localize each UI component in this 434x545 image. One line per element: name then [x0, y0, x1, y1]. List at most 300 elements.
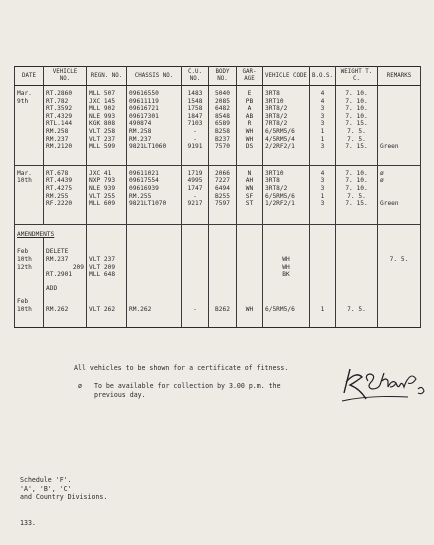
table-cell: RM.262	[44, 306, 87, 314]
table-cell: WH	[263, 256, 310, 264]
table-row	[15, 98, 421, 106]
table-cell: 4995	[182, 177, 209, 185]
table-cell: RT.3592	[44, 105, 87, 113]
table-cell: ø	[378, 170, 421, 178]
date-cell: 10th	[15, 306, 44, 314]
handwritten-signature	[338, 365, 428, 405]
collection-note-line2: previous day.	[94, 391, 146, 399]
table-cell	[237, 271, 263, 279]
table-cell: MLL 599	[87, 143, 127, 151]
table-cell	[336, 208, 378, 225]
table-cell: AH	[237, 177, 263, 185]
date-cell: 9th	[15, 98, 44, 106]
table-cell: A	[237, 105, 263, 113]
table-cell	[182, 208, 209, 225]
table-cell	[127, 298, 182, 306]
table-row	[15, 238, 421, 248]
table-cell: 1	[310, 128, 336, 136]
table-cell: VLT 258	[87, 128, 127, 136]
date-cell	[15, 128, 44, 136]
table-cell	[378, 264, 421, 272]
table-cell	[237, 264, 263, 272]
table-cell: 7. 10.	[336, 113, 378, 121]
division-letters: 'A', 'B', 'C'	[20, 484, 72, 493]
table-cell	[15, 208, 44, 225]
header-cu-no: C.U. NO.	[182, 67, 209, 86]
date-cell: Feb	[15, 298, 44, 306]
table-cell	[209, 313, 237, 328]
table-row	[15, 285, 421, 293]
table-cell: 3RT10	[263, 170, 310, 178]
table-cell: RT.4439	[44, 177, 87, 185]
table-cell: 1847	[182, 113, 209, 121]
table-cell: BK	[263, 271, 310, 279]
date-cell	[15, 200, 44, 208]
table-cell	[87, 298, 127, 306]
table-cell	[182, 264, 209, 272]
table-cell: 3	[310, 105, 336, 113]
table-row	[15, 193, 421, 201]
table-cell: 4	[310, 170, 336, 178]
table-cell	[44, 238, 87, 248]
table-cell	[237, 298, 263, 306]
table-cell	[15, 151, 44, 166]
table-cell: RT.2860	[44, 90, 87, 98]
table-cell	[378, 113, 421, 121]
date-cell	[15, 136, 44, 144]
vehicle-schedule-table	[14, 66, 421, 328]
table-cell: N	[237, 170, 263, 178]
table-cell: RTL.144	[44, 120, 87, 128]
table-cell: 1747	[182, 185, 209, 193]
table-cell	[237, 238, 263, 248]
table-cell: 4	[310, 98, 336, 106]
table-cell: 3RT8/2	[263, 185, 310, 193]
table-cell	[378, 208, 421, 225]
table-cell: ST	[237, 200, 263, 208]
table-cell: 3	[310, 113, 336, 121]
amendments-row	[15, 224, 421, 238]
table-cell	[237, 285, 263, 293]
table-cell: 1483	[182, 90, 209, 98]
table-cell: 4	[310, 90, 336, 98]
table-cell	[310, 151, 336, 166]
table-cell	[127, 285, 182, 293]
table-cell	[87, 285, 127, 293]
table-cell: 3RT10	[263, 98, 310, 106]
date-cell	[15, 113, 44, 121]
table-cell: 9821LT1060	[127, 143, 182, 151]
table-cell: 9191	[182, 143, 209, 151]
note-marker: ø	[78, 382, 82, 390]
table-cell	[336, 285, 378, 293]
table-cell	[209, 151, 237, 166]
table-cell: SF	[237, 193, 263, 201]
table-cell	[87, 248, 127, 256]
table-cell	[44, 313, 87, 328]
table-cell	[44, 151, 87, 166]
date-cell: Feb	[15, 248, 44, 256]
table-cell	[336, 264, 378, 272]
table-cell	[209, 224, 237, 238]
table-cell: 6494	[209, 185, 237, 193]
table-cell	[310, 285, 336, 293]
table-cell	[127, 151, 182, 166]
table-cell: 6/5RM5/6	[263, 306, 310, 314]
table-cell: WN	[237, 185, 263, 193]
table-cell: 6482	[209, 105, 237, 113]
header-regn-no: REGN. NO.	[87, 67, 127, 86]
table-cell	[209, 285, 237, 293]
table-cell: JXC 41	[87, 170, 127, 178]
table-cell	[127, 313, 182, 328]
table-row	[15, 120, 421, 128]
table-cell: 7570	[209, 143, 237, 151]
table-cell	[182, 285, 209, 293]
table-cell: -	[182, 306, 209, 314]
page-number: 133.	[20, 519, 36, 527]
table-cell	[237, 151, 263, 166]
table-cell	[263, 208, 310, 225]
table-cell: 7. 10.	[336, 98, 378, 106]
table-cell: 2066	[209, 170, 237, 178]
table-cell	[263, 285, 310, 293]
table-cell	[209, 248, 237, 256]
table-cell	[378, 285, 421, 293]
table-cell	[378, 238, 421, 248]
table-row	[15, 298, 421, 306]
table-cell: Green	[378, 143, 421, 151]
table-row	[15, 271, 421, 279]
table-cell: 7. 10.	[336, 177, 378, 185]
table-cell	[44, 208, 87, 225]
header-remarks: REMARKS	[378, 67, 421, 86]
table-cell: 3	[310, 120, 336, 128]
table-cell: DS	[237, 143, 263, 151]
header-body-no: BODY NO.	[209, 67, 237, 86]
table-cell: 9821LT1070	[127, 200, 182, 208]
table-cell: RM.258	[44, 128, 87, 136]
table-cell: RT.678	[44, 170, 87, 178]
table-cell: 8548	[209, 113, 237, 121]
table-cell: 2/2RF2/1	[263, 143, 310, 151]
table-cell: 490874	[127, 120, 182, 128]
table-cell: 7. 10.	[336, 170, 378, 178]
table-cell: NLE 939	[87, 185, 127, 193]
table-cell: VLT 262	[87, 306, 127, 314]
table-cell	[209, 271, 237, 279]
table-cell	[263, 313, 310, 328]
table-cell	[209, 264, 237, 272]
table-cell: WH	[237, 128, 263, 136]
table-cell	[336, 313, 378, 328]
amendments-title: AMENDMENTS	[15, 224, 87, 238]
table-cell: MLL 507	[87, 90, 127, 98]
table-cell	[378, 136, 421, 144]
table-cell: 09617301	[127, 113, 182, 121]
table-cell	[87, 224, 127, 238]
table-row	[15, 306, 421, 314]
table-cell	[237, 224, 263, 238]
header-chassis-no: CHASSIS NO.	[127, 67, 182, 86]
date-cell: 10th	[15, 177, 44, 185]
date-cell	[15, 143, 44, 151]
table-cell: VLT 209	[87, 264, 127, 272]
date-cell: 12th	[15, 264, 44, 272]
table-cell	[310, 256, 336, 264]
table-row	[15, 105, 421, 113]
table-cell: 5040	[209, 90, 237, 98]
table-cell	[263, 248, 310, 256]
table-cell: 7. 10.	[336, 90, 378, 98]
table-cell: MLL 609	[87, 200, 127, 208]
table-cell	[378, 306, 421, 314]
table-cell: PB	[237, 98, 263, 106]
table-cell	[127, 208, 182, 225]
table-cell	[15, 313, 44, 328]
delete-label: DELETE	[44, 248, 87, 256]
table-cell	[182, 271, 209, 279]
table-cell: 7. 5.	[336, 306, 378, 314]
table-cell: 7597	[209, 200, 237, 208]
table-cell: RM.2120	[44, 143, 87, 151]
table-cell	[127, 264, 182, 272]
header-vehicle-code: VEHICLE CODE	[263, 67, 310, 86]
header-garage: GAR-AGE	[237, 67, 263, 86]
table-cell: 3	[310, 177, 336, 185]
table-cell	[263, 298, 310, 306]
table-row	[15, 264, 421, 272]
table-cell	[87, 151, 127, 166]
table-cell: WH	[237, 306, 263, 314]
table-cell	[336, 256, 378, 264]
table-cell: RM.237	[44, 136, 87, 144]
table-cell	[182, 298, 209, 306]
table-cell: RF.2220	[44, 200, 87, 208]
table-cell	[237, 248, 263, 256]
table-cell: 209	[44, 264, 87, 272]
table-cell: JXC 145	[87, 98, 127, 106]
table-cell	[378, 193, 421, 201]
table-cell: RT.782	[44, 98, 87, 106]
date-cell	[15, 185, 44, 193]
table-row	[15, 248, 421, 256]
table-cell	[378, 313, 421, 328]
date-cell	[15, 285, 44, 293]
table-cell: 9217	[182, 200, 209, 208]
table-cell: 7. 10.	[336, 105, 378, 113]
table-cell	[310, 313, 336, 328]
table-cell	[310, 248, 336, 256]
table-cell: -	[182, 128, 209, 136]
table-cell: RM.255	[127, 193, 182, 201]
table-cell: B255	[209, 193, 237, 201]
table-row	[15, 90, 421, 98]
table-cell: -	[182, 193, 209, 201]
table-row	[15, 170, 421, 178]
table-cell: RM.237	[44, 256, 87, 264]
table-cell	[127, 248, 182, 256]
table-cell: RT.4329	[44, 113, 87, 121]
table-cell	[336, 238, 378, 248]
table-cell	[182, 256, 209, 264]
table-cell	[336, 298, 378, 306]
table-cell	[127, 256, 182, 264]
table-cell	[310, 298, 336, 306]
table-cell	[336, 151, 378, 166]
date-cell	[15, 120, 44, 128]
table-cell	[44, 298, 87, 306]
table-cell: 1	[310, 306, 336, 314]
table-row	[15, 136, 421, 144]
table-cell	[263, 224, 310, 238]
date-cell	[15, 193, 44, 201]
table-cell: 09611119	[127, 98, 182, 106]
table-cell: AB	[237, 113, 263, 121]
table-cell: 6589	[209, 120, 237, 128]
table-cell: 7. 5.	[336, 193, 378, 201]
header-vehicle-no: VEHICLE NO.	[44, 67, 87, 86]
table-cell: MLL 902	[87, 105, 127, 113]
table-cell: 1548	[182, 98, 209, 106]
table-cell: 7. 5.	[336, 136, 378, 144]
table-cell	[310, 264, 336, 272]
table-cell: Green	[378, 200, 421, 208]
table-cell: 7. 15.	[336, 120, 378, 128]
table-cell: RM.258	[127, 128, 182, 136]
date-cell: Mar.	[15, 170, 44, 178]
table-cell: 7227	[209, 177, 237, 185]
table-cell	[127, 271, 182, 279]
table-cell: 7. 15.	[336, 200, 378, 208]
table-cell: 1719	[182, 170, 209, 178]
table-cell: 1758	[182, 105, 209, 113]
table-cell	[209, 298, 237, 306]
table-cell	[336, 248, 378, 256]
table-cell	[378, 271, 421, 279]
table-cell: KGK 808	[87, 120, 127, 128]
table-cell: 4/5RM5/4	[263, 136, 310, 144]
table-cell	[182, 313, 209, 328]
table-cell: NLE 993	[87, 113, 127, 121]
table-cell	[378, 120, 421, 128]
table-row	[15, 151, 421, 166]
table-row	[15, 177, 421, 185]
table-cell	[237, 313, 263, 328]
table-cell: 6/5RM5/6	[263, 193, 310, 201]
table-cell: E	[237, 90, 263, 98]
table-cell	[15, 238, 44, 248]
table-cell	[310, 271, 336, 279]
table-cell	[182, 238, 209, 248]
table-cell	[182, 151, 209, 166]
table-cell	[182, 224, 209, 238]
table-cell: 1	[310, 193, 336, 201]
table-cell: 3RT8	[263, 177, 310, 185]
table-cell: B262	[209, 306, 237, 314]
table-cell	[182, 248, 209, 256]
table-cell: 09616939	[127, 185, 182, 193]
header-weight: WEIGHT T. C.	[336, 67, 378, 86]
table-cell: 09617554	[127, 177, 182, 185]
table-cell: RM.262	[127, 306, 182, 314]
table-cell	[237, 208, 263, 225]
table-cell	[378, 105, 421, 113]
table-cell: 1/2RF2/1	[263, 200, 310, 208]
table-row	[15, 208, 421, 225]
schedule-footer	[20, 476, 107, 502]
country-divisions: and Country Divisions.	[20, 493, 108, 502]
table-row	[15, 256, 421, 264]
table-cell: NXP 793	[87, 177, 127, 185]
table-cell: -	[182, 136, 209, 144]
table-cell	[378, 248, 421, 256]
table-cell	[237, 256, 263, 264]
table-cell: 3RT8/2	[263, 113, 310, 121]
table-cell: 7. 5.	[378, 256, 421, 264]
table-cell	[127, 238, 182, 248]
table-cell	[336, 271, 378, 279]
table-cell	[378, 185, 421, 193]
table-cell	[378, 98, 421, 106]
table-cell	[209, 208, 237, 225]
table-cell	[378, 298, 421, 306]
table-cell: MLL 648	[87, 271, 127, 279]
collection-note-line1: To be available for collection by 3.00 p.m. the	[94, 382, 281, 390]
table-row	[15, 313, 421, 328]
table-cell: RM.255	[44, 193, 87, 201]
table-cell: 3	[310, 185, 336, 193]
table-cell	[378, 151, 421, 166]
table-cell: 2085	[209, 98, 237, 106]
table-cell: RT.2901	[44, 271, 87, 279]
date-cell: Mar.	[15, 90, 44, 98]
schedule-label: Schedule 'F'.	[20, 476, 72, 484]
table-cell: 09616721	[127, 105, 182, 113]
date-cell	[15, 271, 44, 279]
table-cell	[263, 151, 310, 166]
table-cell: B258	[209, 128, 237, 136]
table-cell: ø	[378, 177, 421, 185]
table-cell: 3	[310, 143, 336, 151]
table-cell	[127, 224, 182, 238]
table-cell: VLT 255	[87, 193, 127, 201]
table-cell: 3RT8/2	[263, 105, 310, 113]
add-label: ADD	[44, 285, 87, 293]
table-cell: WH	[263, 264, 310, 272]
table-cell	[336, 224, 378, 238]
table-cell: 3RT8	[263, 90, 310, 98]
table-cell: R	[237, 120, 263, 128]
table-cell: VLT 237	[87, 136, 127, 144]
table-header-row	[15, 67, 421, 86]
table-cell: 7103	[182, 120, 209, 128]
header-bos: B.O.S.	[310, 67, 336, 86]
table-cell: 7. 15.	[336, 143, 378, 151]
table-cell: B237	[209, 136, 237, 144]
date-cell: 10th	[15, 256, 44, 264]
table-cell: 7RT8/2	[263, 120, 310, 128]
table-cell: VLT 237	[87, 256, 127, 264]
table-row	[15, 200, 421, 208]
fitness-note: All vehicles to be shown for a certificate of fitness.	[74, 364, 289, 372]
header-date: DATE	[15, 67, 44, 86]
table-cell	[378, 224, 421, 238]
table-cell	[209, 256, 237, 264]
table-cell	[310, 224, 336, 238]
table-cell: 3	[310, 200, 336, 208]
table-cell: 6/5RM5/6	[263, 128, 310, 136]
